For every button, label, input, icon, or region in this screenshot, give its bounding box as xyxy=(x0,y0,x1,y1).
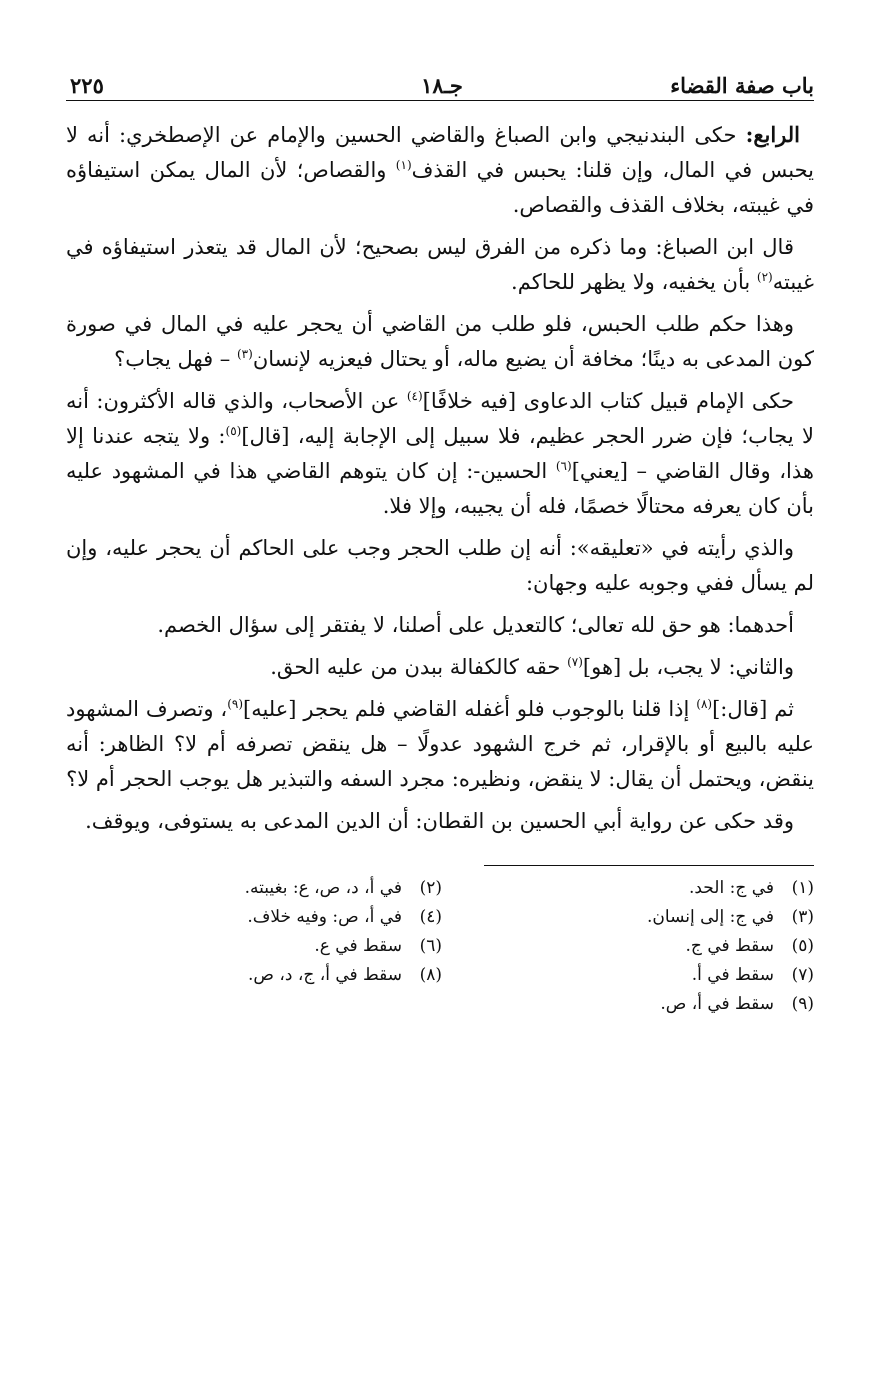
paragraph: وهذا حكم طلب الحبس، فلو طلب من القاضي أن يحجر عليه في المال في صورة كون المدعى به دينًا؛ مخافة أن يضيع ماله، أو يحتال فيعزيه لإنسان$^{(٣)}$ – فهل يجاب؟ xyxy=(66,312,814,371)
paragraph-text: حكى البندنيجي وابن الصباغ والقاضي الحسين والإمام عن الإصطخري: أنه لا يحبس في المال، وإن قلنا: يحبس في القذف$^{(١)}$ والقصاص؛ لأن المال يمكن استيفاؤه في غيبته، بخلاف القذف والقصاص. xyxy=(66,123,814,217)
paragraph-lead: الرابع: xyxy=(745,122,800,147)
footnote: (٢)في أ، د، ص، ع: بغيبته. xyxy=(244,878,442,898)
footnote: (٤)في أ، ص: وفيه خلاف. xyxy=(247,907,442,927)
book-page xyxy=(66,62,814,1019)
paragraph: والذي رأيته في «تعليقه»: أنه إن طلب الحجر وجب على الحاكم أن يحجر عليه، وإن لم يسأل ففي وجوبه عليه وجهان: xyxy=(66,536,814,595)
footnote-marker: (١) xyxy=(395,158,412,172)
footnote-marker: (٩) xyxy=(227,697,244,711)
footnote: (٥)سقط في ج. xyxy=(685,936,814,956)
paragraph: ثم [قال:]$^{(٨)}$ إذا قلنا بالوجوب فلو أغفله القاضي فلم يحجر [عليه]$^{(٩)}$، وتصرف المشهود عليه بالبيع أو بالإقرار، ثم خرج الشهود عدولًا – هل ينقض تصرفه أم لا؟ الظاهر: أنه ينقض، ويحتمل أن يقال: لا ينقض، ونظيره: مجرد السفه والتبذير هل يوجب الحجر أم لا؟ xyxy=(66,697,814,791)
footnote: (٣)في ج: إلى إنسان. xyxy=(647,907,814,927)
footnote-marker: (٢) xyxy=(756,270,773,284)
footnote-marker: (٦) xyxy=(555,459,572,473)
footnote-marker: (٤) xyxy=(406,389,423,403)
paragraph: أحدهما: هو حق لله تعالى؛ كالتعديل على أصلنا، لا يفتقر إلى سؤال الخصم. xyxy=(157,613,794,637)
footnote: (٦)سقط في ع. xyxy=(314,936,442,956)
paragraph xyxy=(66,117,814,223)
footnote-marker: (٧) xyxy=(567,655,583,669)
volume-number: جـ١٨ xyxy=(421,73,463,98)
footnote: (١)في ج: الحد. xyxy=(688,878,814,898)
footnote: (٩)سقط في أ، ص. xyxy=(660,994,814,1014)
paragraph: وقد حكى عن رواية أبي الحسين بن القطان: أن الدين المدعى به يستوفى، ويوقف. xyxy=(85,809,794,833)
footnote: (٨)سقط في أ، ج، د، ص. xyxy=(248,965,442,985)
chapter-title: باب صفة القضاء xyxy=(670,73,814,98)
running-header xyxy=(66,62,814,98)
footnotes xyxy=(66,874,814,1019)
header-rule xyxy=(66,100,814,101)
footnote-marker: (٨) xyxy=(696,697,713,711)
footnote-marker: (٥) xyxy=(225,424,242,438)
footnote: (٧)سقط في أ. xyxy=(691,965,814,985)
main-text xyxy=(66,117,814,839)
page-number: ٢٢٥ xyxy=(70,73,104,98)
footnote-marker: (٣) xyxy=(236,347,253,361)
paragraph: حكى الإمام قبيل كتاب الدعاوى [فيه خلافًا]$^{(٤)}$ عن الأصحاب، والذي قاله الأكثرون: أنه لا يجاب؛ فإن ضرر الحجر عظيم، فلا سبيل إلى الإجابة إليه، [قال]$^{(٥)}$: ولا يتجه عندنا إلا هذا، وقال القاضي – [يعني]$^{(٦)}$ الحسين-: إن كان يتوهم القاضي هذا في المشهود عليه بأن كان يعرفه محتالًا خصمًا، فله أن يجيبه، وإلا فلا. xyxy=(66,389,814,518)
paragraph: والثاني: لا يجب، بل [هو]$^{(٧)}$ حقه كالكفالة ببدن من عليه الحق. xyxy=(270,655,794,679)
footnote-rule xyxy=(484,865,814,866)
paragraph: قال ابن الصباغ: وما ذكره من الفرق ليس بصحيح؛ لأن المال قد يتعذر استيفاؤه في غيبته$^{(٢)}$ بأن يخفيه، ولا يظهر للحاكم. xyxy=(66,235,814,294)
